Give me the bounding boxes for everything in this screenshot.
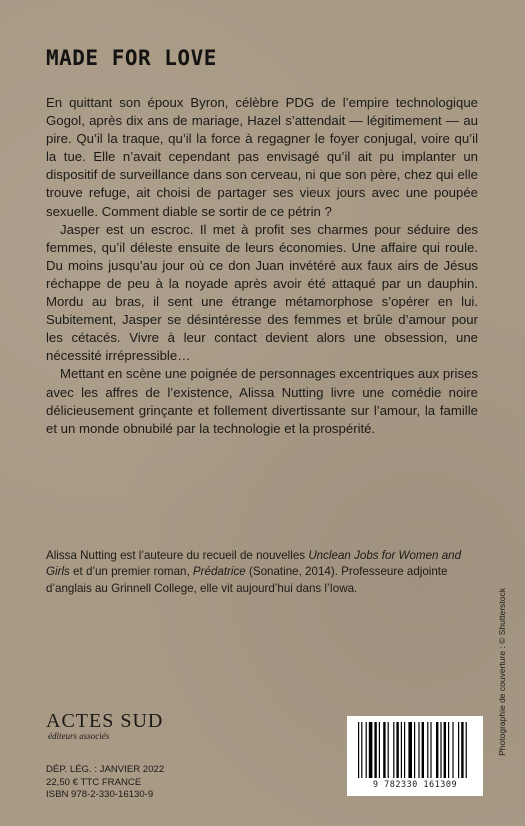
barcode-bar (458, 722, 459, 778)
bio-text: (Sonatine, 2014). Professeure adjointe d’anglais au Grinnell College, elle vit aujourd’hui dans l’Iowa. (46, 565, 448, 595)
publisher-logo (46, 711, 163, 741)
barcode-bar (361, 722, 362, 778)
barcode (347, 716, 483, 796)
publisher-subtitle: éditeurs associés (48, 731, 110, 741)
author-bio (46, 548, 478, 597)
photo-credit: Photographie de couverture : © Shutterstock (497, 588, 507, 756)
bio-text: et d’un premier roman, (69, 565, 193, 579)
barcode-bar (466, 722, 467, 778)
barcode-bar (444, 722, 446, 778)
barcode-bar (401, 722, 402, 778)
barcode-bar (369, 722, 373, 778)
barcode-bar (383, 722, 385, 778)
publisher-name: ACTES SUD (46, 710, 164, 732)
barcode-bar (430, 722, 431, 778)
barcode-bar (427, 722, 428, 778)
barcode-digits: 9 782330 161309 (372, 780, 458, 790)
barcode-bar (440, 722, 441, 778)
barcode-bar (436, 722, 438, 778)
barcode-bars (356, 722, 474, 778)
price: 22,50 € TTC FRANCE (46, 776, 142, 788)
barcode-bar (418, 722, 419, 778)
barcode-bar (358, 722, 359, 778)
barcode-bar (404, 722, 405, 778)
legal-info (46, 764, 164, 802)
back-cover-blurb (46, 94, 478, 438)
barcode-bar (388, 722, 389, 778)
barcode-bar (408, 722, 412, 778)
barcode-bar (396, 722, 398, 778)
barcode-bar (414, 722, 415, 778)
book-title: MADE FOR LOVE (46, 46, 217, 70)
blurb-paragraph: Jasper est un escroc. Il met à profit ses charmes pour séduire des femmes, qu’il déleste ensuite de leurs économies. Une affaire qui roule. Du moins jusqu’au jour où ce don Juan invétéré aux faux airs de Jésus réchappe de peu à la noyade après avoir été attaqué par un dauphin. Mordu au bras, il sent une étrange métamorphose s’opérer en lui. Subitement, Jasper se désintéresse des femmes et brûle d’amour pour les cétacés. Vivre à leur contact devient alors une obsession, une nécessité irrépressible… (46, 221, 478, 364)
bio-book-title: Prédatrice (192, 565, 246, 579)
barcode-bar (461, 722, 463, 778)
barcode-bar (448, 722, 449, 778)
barcode-bar (366, 722, 367, 778)
barcode-bar (452, 722, 453, 778)
blurb-paragraph: En quittant son époux Byron, célèbre PDG de l’empire technologique Gogol, après dix ans de mariage, Hazel s’attendait — légitimement — au pire. Qu’il la traque, qu’il la force à regagner le foyer conjugal, voire qu’il la tue. Elle n’avait cependant pas envisagé qu’il ait pu implanter un dispositif de surveillance dans son cerveau, ni que son père, chez qui elle trouve refuge, ait choisi de partager ses vieux jours avec une poupée sexuelle. Comment diable se sortir de ce pétrin ? (46, 95, 478, 219)
bio-book-title: Unclean Jobs for Women and Girls (46, 549, 462, 579)
barcode-bar (379, 722, 380, 778)
blurb-paragraph: Mettant en scène une poignée de personnages excentriques aux prises avec les affres de l’existence, Alissa Nutting livre une comédie noire délicieusement grinçante et follement divertissante sur l’amour, la famille et un monde obnubilé par la technologie et la prospérité. (46, 366, 478, 436)
barcode-bar (393, 722, 394, 778)
isbn: ISBN 978-2-330-16130-9 (46, 789, 154, 801)
barcode-bar (374, 722, 376, 778)
barcode-bar (422, 722, 424, 778)
legal-deposit: DÉP. LÉG. : JANVIER 2022 (46, 764, 165, 775)
bio-text: Alissa Nutting est l’auteure du recueil de nouvelles (46, 549, 309, 562)
